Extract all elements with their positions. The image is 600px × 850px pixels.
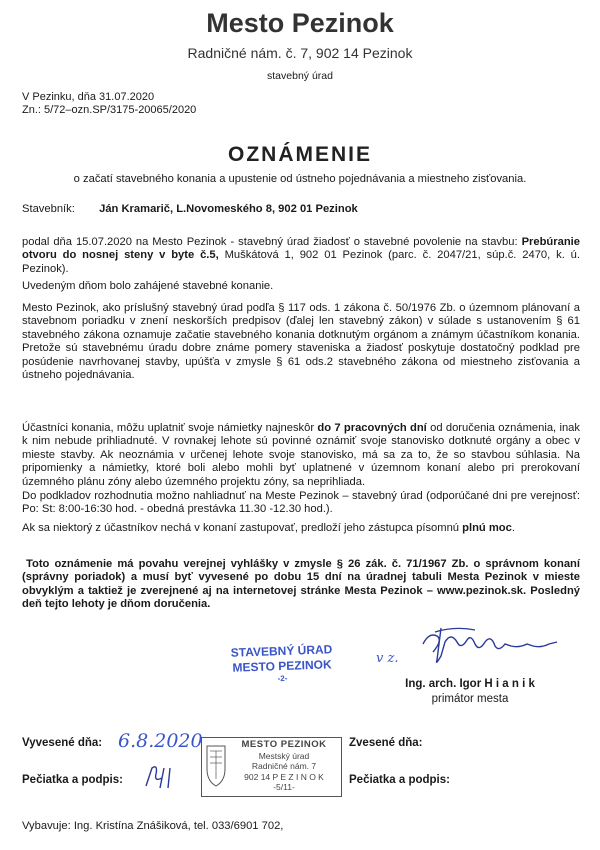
stamp-sign-label-left: Pečiatka a podpis: <box>22 774 123 786</box>
construction-name: Prebúranie otvoru do nosnej steny v byte č.5, <box>22 236 581 262</box>
removed-label: Zvesené dňa: <box>349 737 423 749</box>
notice-heading: OZNÁMENIE <box>228 143 372 166</box>
gray-stamp-line1: MESTO PEZINOK <box>241 739 327 750</box>
reference-number: Zn.: 5/72–ozn.SP/3175-20065/2020 <box>22 104 197 116</box>
paragraph-objections <box>22 422 580 489</box>
signature-scribble <box>415 622 565 668</box>
city-title: Mesto Pezinok <box>206 8 394 38</box>
gray-stamp-line3: Radničné nám. 7 <box>251 761 317 771</box>
paragraph-authority: Mesto Pezinok, ako príslušný stavebný úrad podľa § 117 ods. 1 zákona č. 50/1976 Zb. o územnom plánovaní a stavebnom poriadku v znení neskorších predpisov (ďalej len stavebný zákon) v súlade s ustanovením § 61 stavebného zákona oznamuje začatie stavebného konania dotknutým orgánom a známym účastníkom konania. Pretože sú stavebnému úradu dobre známe pomery staveniska a žiadosť poskytuje dostatočný podklad pre posúdenie navrhovanej stavby, upúšťa v zmysle § 61 ods.2 stavebného zákona od miestneho zisťovania a ústneho pojednávania. <box>22 302 580 382</box>
stamp-line-city: MESTO PEZINOK <box>232 657 332 675</box>
office-name: stavebný úrad <box>267 70 333 82</box>
notice-subheading: o začatí stavebného konania a upustenie od ústneho pojednávania a miestneho zisťovania. <box>73 173 527 185</box>
posted-date: 6.8.2020 <box>118 730 203 752</box>
gray-stamp-line4: 902 14 P E Z I N O K <box>244 771 324 782</box>
paragraph-public-notice: Toto oznámenie má povahu verejnej vyhlášky v zmysle § 26 zák. č. 71/1967 Zb. o správnom konaní (správny poriadok) a musí byť vyvesené po dobu 15 dní na úradnej tabuli Mesta Pezinok v mieste obvyklým a taktiež je zverejnené aj na internetovej stránke Mesta Pezinok – www.pezinok.sk. Posledný deň tejto lehoty je dňom doručenia. <box>22 558 580 611</box>
stamp-line-office: STAVEBNÝ ÚRAD <box>230 642 333 660</box>
signer-role: primátor mesta <box>431 693 509 705</box>
posting-signature <box>140 762 190 792</box>
vz-mark: v z. <box>376 651 399 666</box>
representation-text: Ak sa niektorý z účastníkov nechá v konaní zastupovať, predloží jeho zástupca písomnú <box>22 522 463 534</box>
contact-footer: Vybavuje: Ing. Kristína Znášiková, tel. 033/6901 702, <box>22 820 284 832</box>
builder-value: Ján Kramarič, L.Novomeského 8, 902 01 Pezinok <box>99 203 358 215</box>
builder-line <box>22 203 580 216</box>
city-crest-icon <box>205 743 227 788</box>
paragraph-representation <box>22 522 580 535</box>
gray-stamp-line2: Mestský úrad <box>258 750 310 761</box>
city-address: Radničné nám. č. 7, 902 14 Pezinok <box>187 45 413 61</box>
objections-deadline: do 7 pracovných dní <box>317 422 427 434</box>
stamp-sign-label-right: Pečiatka a podpis: <box>349 774 450 786</box>
builder-label: Stavebník: <box>22 203 75 215</box>
power-of-attorney: plnú moc <box>462 522 512 534</box>
objections-text-b: od doručenia oznámenia, inak k nim nebude prihliadnuté. V rovnakej lehote sú povinné oznámiť svoje stanovisko dotknuté orgány a obec v mieste stavby. Ak neoznámia v určenej lehote svoje stanovisko, má sa za to, že so stavbou súhlasia. Na pripomienky a námietky, ktoré boli alebo mohli byť uplatnené v územnom konaní alebo pri prerokovaní územného plánu zóny alebo územného projektu zóny, sa neprihliada. <box>22 422 580 488</box>
objections-text-a: Účastníci konania, môžu uplatniť svoje námietky najneskôr <box>22 422 318 434</box>
paragraph-inspection: Do podkladov rozhodnutia možno nahliadnuť na Meste Pezinok – stavebný úrad (odporúčané dni pre verejnosť: Po: St: 8:00-16:30 hod. - obedná prestávka 11.30 -12.30 hod.). <box>22 490 580 516</box>
construction-location: Muškátová 1, 902 01 Pezinok (parc. č. 2047/21, súp.č. 2470, k. ú. Pezinok). <box>22 249 580 275</box>
paragraph-started: Uvedeným dňom bolo zahájené stavebné konanie. <box>22 280 274 292</box>
city-office-stamp <box>201 737 342 797</box>
stamp-line-number: -2- <box>277 673 288 684</box>
signer-name: Ing. arch. Igor H i a n i k <box>405 678 535 690</box>
office-stamp <box>206 641 357 686</box>
place-date: V Pezinku, dňa 31.07.2020 <box>22 91 155 103</box>
representation-period: . <box>511 522 515 534</box>
paragraph-request <box>22 236 580 276</box>
request-text: podal dňa 15.07.2020 na Mesto Pezinok - stavebný úrad žiadosť o stavebné povolenie na stavbu: <box>22 236 518 248</box>
gray-stamp-line5: -5/11- <box>273 782 295 792</box>
posted-label: Vyvesené dňa: <box>22 737 103 749</box>
